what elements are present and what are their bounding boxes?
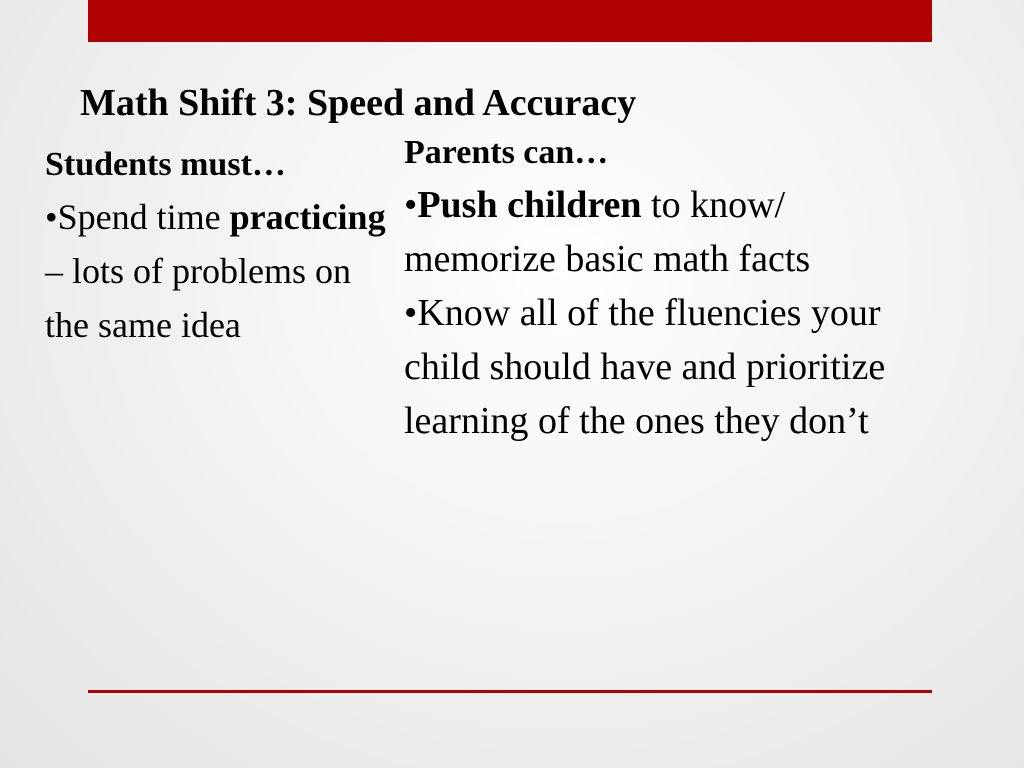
parents-heading: Parents can…: [404, 134, 609, 171]
students-heading: Students must…: [45, 146, 286, 183]
bullet-emphasis: practicing: [229, 197, 386, 237]
bullet-emphasis: Push children: [417, 184, 642, 226]
parents-column: [404, 128, 904, 448]
bullet-text: Spend time: [57, 197, 230, 237]
top-accent-bar: [88, 0, 932, 42]
bullet-text: – lots of problems on the same idea: [45, 251, 351, 345]
bullet-text: Know all of the fluencies your child should have and prioritize learning of the ones they don’t: [404, 292, 886, 442]
slide-title: Math Shift 3: Speed and Accuracy: [80, 82, 637, 124]
students-column: [45, 140, 390, 352]
parents-bullet: [404, 178, 904, 286]
bullet-marker: •: [404, 184, 418, 226]
parents-bullet: [404, 286, 904, 448]
bullet-marker: •: [404, 292, 418, 334]
bottom-divider-line: [88, 690, 932, 693]
bullet-text: to know/ memorize basic math facts: [404, 184, 811, 280]
bullet-marker: •: [45, 197, 58, 237]
students-bullet: [45, 190, 390, 352]
